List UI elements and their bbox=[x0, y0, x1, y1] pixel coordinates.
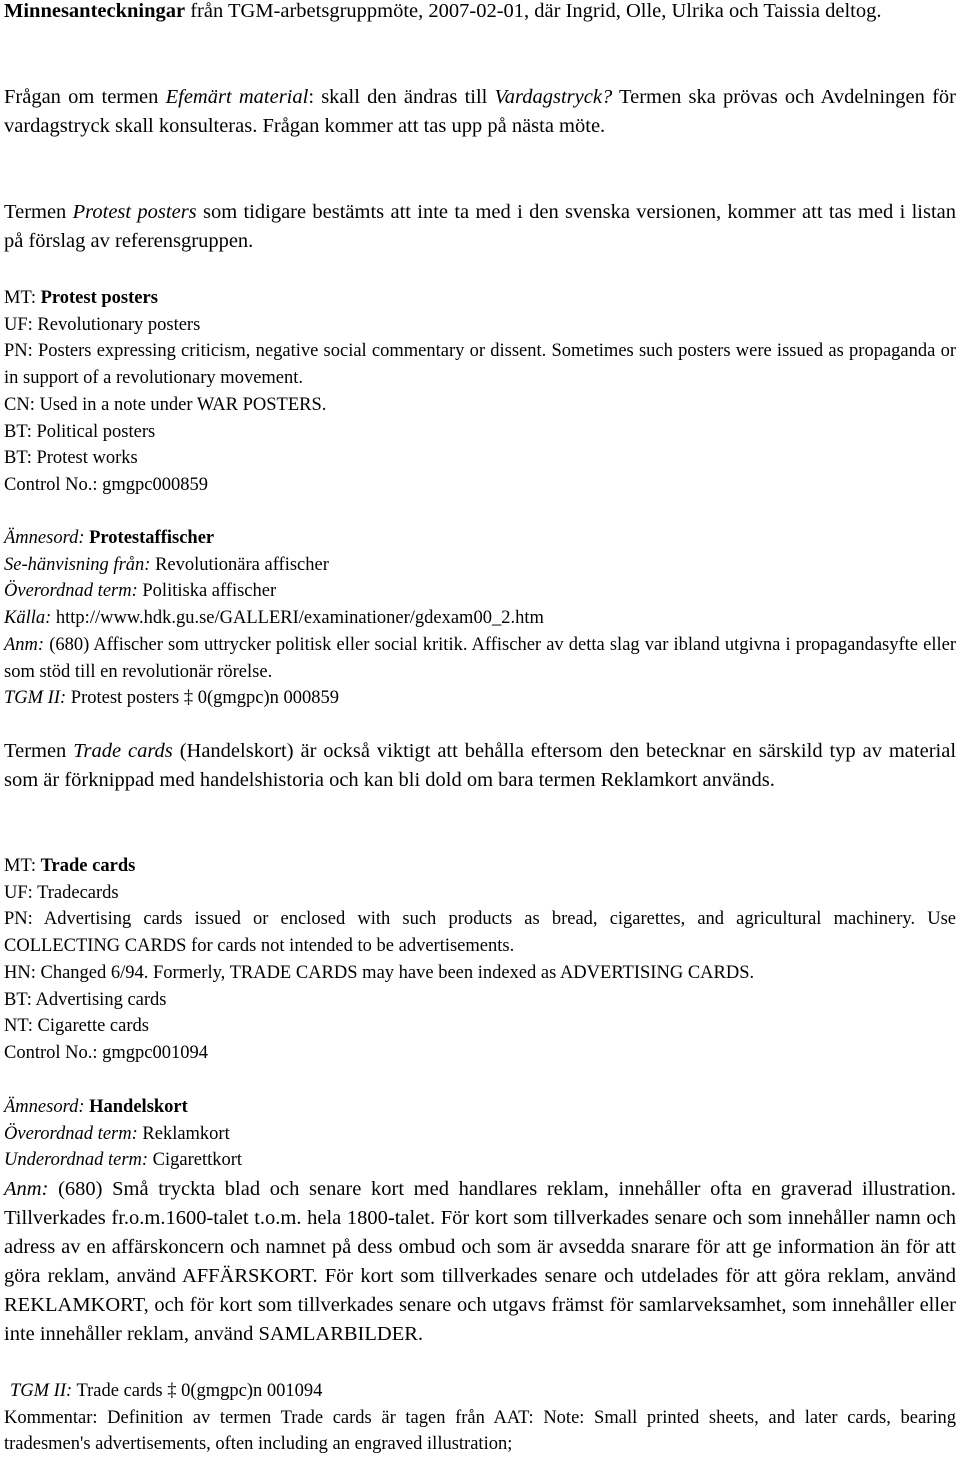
field-label: Överordnad term: bbox=[4, 1123, 138, 1144]
swedish-record-protestaffischer bbox=[4, 525, 956, 712]
record-amnesord bbox=[4, 525, 956, 552]
record-pn: PN: Advertising cards issued or enclosed with such products as bread, cigarettes, and agricultural machinery. Use COLLECTING CARDS for cards not intended to be advertisements. bbox=[4, 909, 956, 957]
field-label: TGM II: bbox=[4, 688, 67, 709]
field-value: Revolutionära affischer bbox=[150, 554, 329, 575]
field-label: Källa: bbox=[4, 608, 52, 629]
field-label: Se-hänvisning från: bbox=[4, 554, 151, 575]
record-amnesord bbox=[4, 1094, 956, 1121]
record-kalla bbox=[4, 605, 956, 632]
record-underordnad-term bbox=[4, 1147, 956, 1174]
field-value: (680) Små tryckta blad och senare kort med handlares reklam, innehåller ofta en graverad illustration. Tillverkades fr.o.m.1600-talet t.o.m. hela 1800-talet. För kort som tillverkades senare och som innehåller namn och adress av en affärskoncern och namnet på dess ombud och som är avsedda snarare för att ge information än för att göra reklam, använd AFFÄRSKORT. För kort som tillverkades senare och utdelades för att göra reklam, använd REKLAMKORT, och för kort som tillverkades senare och utgavs främst för samlarveksamhet, som innehåller eller inte innehåller reklam, använd SAMLARBILDER. bbox=[4, 1178, 956, 1345]
mt-value: Trade cards bbox=[40, 856, 136, 876]
record-kommentar: Kommentar: Definition av termen Trade cards är tagen från AAT: Note: Small printed sheets, and later cards, bearing tradesmen's advertisements, often including an engraved illustration; bbox=[4, 1407, 956, 1455]
field-label: Överordnad term: bbox=[4, 581, 138, 602]
text-span: Termen bbox=[4, 740, 74, 762]
term-trade-cards: Trade cards bbox=[73, 740, 173, 762]
heading-rest: från TGM-arbetsgruppmöte, 2007-02-01, där Ingrid, Olle, Ulrika och Taissia deltog. bbox=[185, 0, 882, 22]
text-span: Frågan om termen bbox=[4, 86, 166, 108]
mt-label: MT: bbox=[4, 856, 41, 876]
field-value: Politiska affischer bbox=[137, 581, 277, 602]
record-anm bbox=[4, 632, 956, 685]
field-label: Underordnad term: bbox=[4, 1150, 149, 1171]
record-pn: PN: Posters expressing criticism, negative social commentary or dissent. Sometimes such posters were issued as propaganda or in support of a revolutionary movement. bbox=[4, 341, 956, 389]
field-label: Anm: bbox=[4, 634, 45, 655]
term-vardagstryck: Vardagstryck? bbox=[494, 86, 613, 108]
record-mt bbox=[4, 285, 956, 312]
record-uf: UF: Revolutionary posters bbox=[4, 314, 201, 335]
swedish-record-handelskort bbox=[4, 1094, 956, 1174]
field-value: Protest posters ‡ 0(gmgpc)n 000859 bbox=[66, 688, 340, 709]
text-span: Termen bbox=[4, 201, 73, 223]
record-control-number: Control No.: gmgpc001094 bbox=[4, 1042, 209, 1063]
amnesord-value: Handelskort bbox=[84, 1097, 188, 1117]
record-hn: HN: Changed 6/94. Formerly, TRADE CARDS may have been indexed as ADVERTISING CARDS. bbox=[4, 962, 755, 983]
paragraph-protest-posters bbox=[4, 198, 956, 256]
record-bt: BT: Political posters bbox=[4, 421, 156, 442]
text-span: som tidigare bestämts att inte ta med i den svenska versionen, kommer att tas med i listan på förslag av referensgruppen. bbox=[4, 201, 956, 252]
record-tgm bbox=[4, 685, 956, 712]
paragraph-trade-cards bbox=[4, 737, 956, 795]
record-overordnad-term bbox=[4, 578, 956, 605]
text-span: Termen ska prövas och Avdelningen för vardagstryck skall konsulteras. Frågan kommer att tas upp på nästa möte. bbox=[4, 86, 957, 137]
tgm-record-trade-cards bbox=[4, 853, 956, 1067]
text-span: (Handelskort) är också viktigt att behålla eftersom den betecknar en särskild typ av material som är förknippad med handelshistoria och kan bli dold om bara termen Reklamkort används. bbox=[4, 740, 957, 791]
record-nt: NT: Cigarette cards bbox=[4, 1016, 149, 1037]
record-uf: UF: Tradecards bbox=[4, 882, 119, 903]
record-tgm bbox=[4, 1378, 956, 1405]
tgm-record-protest-posters bbox=[4, 285, 956, 499]
record-tgm-handelskort bbox=[4, 1378, 956, 1458]
record-cn: CN: Used in a note under WAR POSTERS. bbox=[4, 394, 327, 415]
field-label: Ämnesord: bbox=[4, 528, 85, 548]
meeting-heading bbox=[4, 0, 956, 26]
field-label: Ämnesord: bbox=[4, 1097, 85, 1117]
amnesord-value: Protestaffischer bbox=[84, 528, 215, 548]
heading-bold: Minnesanteckningar bbox=[4, 0, 186, 22]
field-label: Anm: bbox=[4, 1178, 49, 1200]
record-bt: BT: Protest works bbox=[4, 448, 138, 469]
term-protest-posters: Protest posters bbox=[72, 201, 197, 223]
field-value: Trade cards ‡ 0(gmgpc)n 001094 bbox=[72, 1381, 323, 1401]
term-efemart: Efemärt material bbox=[165, 86, 309, 108]
source-url: http://www.hdk.gu.se/GALLERI/examinationer/gdexam00_2.htm bbox=[51, 608, 544, 629]
record-mt bbox=[4, 853, 956, 880]
record-anm-handelskort bbox=[4, 1175, 956, 1349]
paragraph-efemart bbox=[4, 83, 956, 141]
mt-label: MT: bbox=[4, 288, 41, 308]
field-value: Cigarettkort bbox=[148, 1150, 243, 1171]
record-overordnad-term bbox=[4, 1121, 956, 1148]
text-span: : skall den ändras till bbox=[308, 86, 495, 108]
field-value: Reklamkort bbox=[137, 1123, 230, 1144]
mt-value: Protest posters bbox=[40, 288, 158, 308]
field-value: (680) Affischer som uttrycker politisk eller social kritik. Affischer av detta slag var ibland utgivna i propagandasyfte eller som stöd till en revolutionär rörelse. bbox=[4, 634, 956, 682]
record-se-hanvisning bbox=[4, 552, 956, 579]
field-label: TGM II: bbox=[10, 1381, 73, 1401]
record-control-number: Control No.: gmgpc000859 bbox=[4, 474, 209, 495]
record-bt: BT: Advertising cards bbox=[4, 989, 167, 1010]
